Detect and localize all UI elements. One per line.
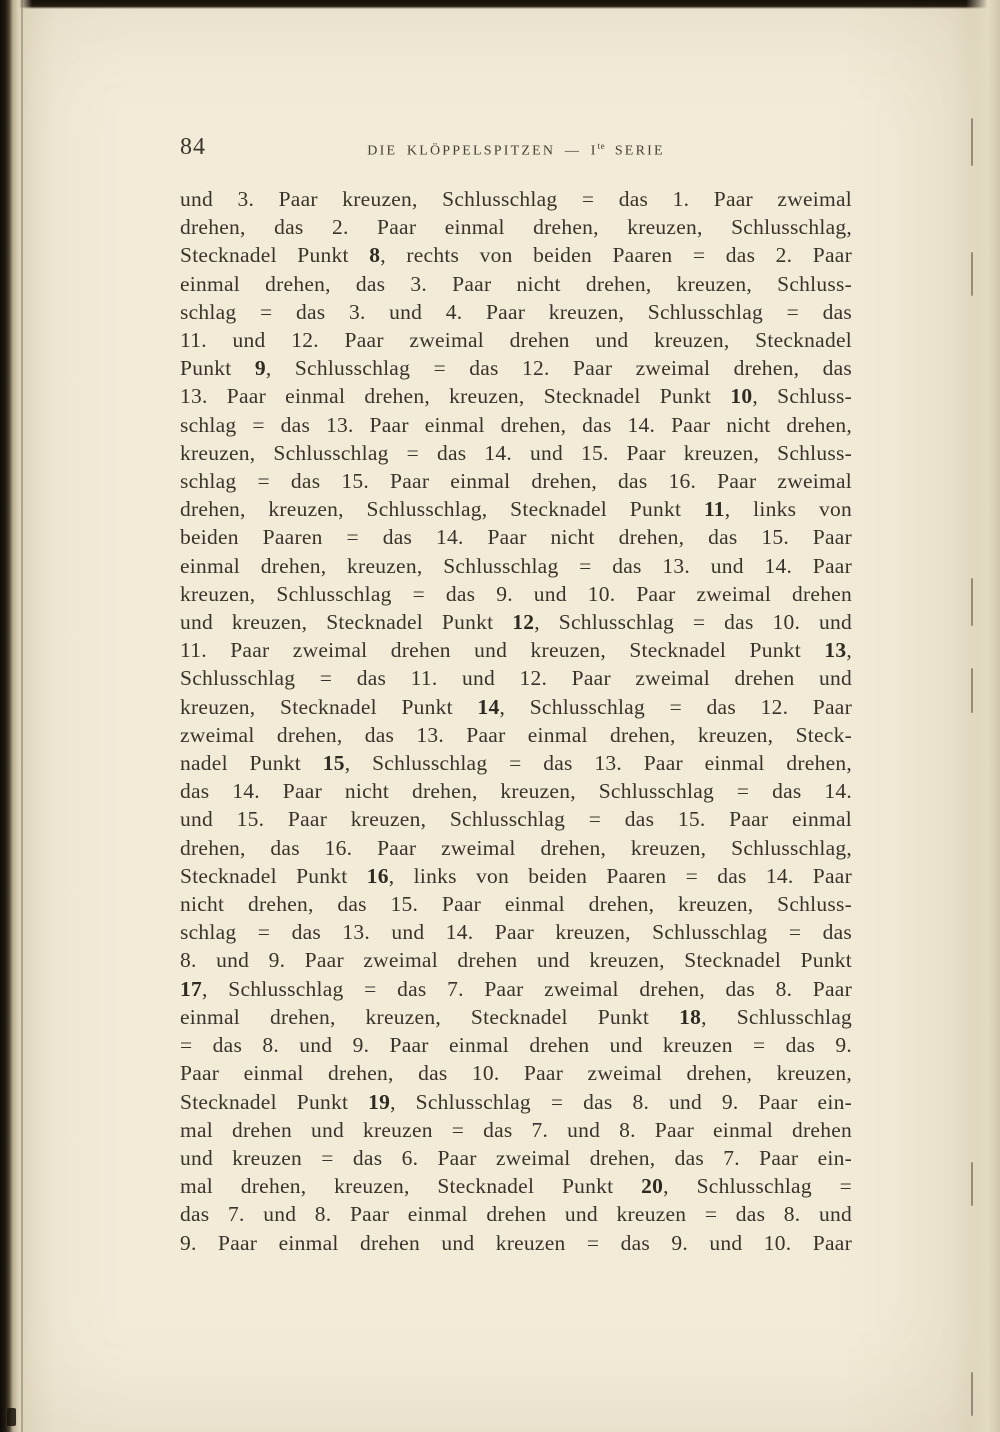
text-segment: einmal drehen, kreuzen, Stecknadel Punkt	[180, 1004, 680, 1029]
text-segment: das 7. und 8. Paar einmal drehen und kreuzen = das 8. und	[180, 1202, 852, 1227]
running-title	[180, 141, 852, 160]
text-line	[180, 552, 852, 580]
text-line	[180, 1003, 852, 1031]
text-line	[180, 862, 852, 890]
text-segment: , Schlusschlag = das 13. Paar einmal drehen,	[344, 751, 852, 776]
text-segment: Schlusschlag = das 11. und 12. Paar zweimal drehen und	[180, 666, 852, 691]
text-segment: und 15. Paar kreuzen, Schlusschlag = das 15. Paar einmal	[180, 807, 852, 832]
text-segment: , rechts von beiden Paaren = das 2. Paar	[380, 243, 852, 268]
page-edge-mark	[971, 1372, 973, 1416]
text-line	[180, 946, 852, 974]
text-segment: 11. Paar zweimal drehen und kreuzen, Stecknadel Punkt	[180, 638, 825, 663]
text-line	[180, 580, 852, 608]
page-edge-mark	[971, 1162, 973, 1206]
page-body	[180, 185, 852, 1257]
pin-point-number: 14	[477, 694, 500, 719]
text-segment: , Schlusschlag =	[663, 1174, 852, 1199]
text-segment: nadel Punkt	[180, 751, 323, 776]
text-segment: einmal drehen, kreuzen, Schlusschlag = das 13. und 14. Paar	[180, 553, 852, 578]
text-segment: Stecknadel Punkt	[180, 1089, 369, 1114]
text-line	[180, 185, 852, 213]
pin-point-number: 17	[180, 976, 202, 1001]
page-number: 84	[180, 134, 206, 160]
text-line	[180, 354, 852, 382]
text-segment: mal drehen, kreuzen, Stecknadel Punkt	[180, 1174, 642, 1199]
pin-point-number: 9	[254, 356, 266, 381]
text-segment: schlag = das 15. Paar einmal drehen, das 16. Paar zweimal	[180, 469, 852, 494]
text-segment: Punkt	[180, 356, 255, 381]
text-segment: , links von beiden Paaren = das 14. Paar	[388, 863, 852, 888]
text-segment: , links von	[724, 497, 852, 522]
text-line	[180, 918, 852, 946]
corner-smudge	[7, 1408, 16, 1426]
text-line	[180, 693, 852, 721]
text-segment: drehen, kreuzen, Schlusschlag, Stecknadel Punkt	[180, 497, 704, 522]
page-right-edge	[966, 0, 1000, 1432]
page-edge-mark	[971, 252, 973, 296]
page-edge-mark	[971, 578, 973, 626]
running-title-main: DIE KLÖPPELSPITZEN — I	[367, 143, 598, 159]
text-line	[180, 382, 852, 410]
text-segment: , Schlusschlag = das 10. und	[534, 610, 852, 635]
book-binding-edge	[0, 0, 32, 1432]
text-line	[180, 975, 852, 1003]
text-line	[180, 298, 852, 326]
text-line	[180, 241, 852, 269]
text-segment: 11. und 12. Paar zweimal drehen und kreuzen, Stecknadel	[180, 328, 852, 353]
page-header	[180, 134, 852, 164]
pin-point-number: 18	[679, 1004, 702, 1029]
text-segment: drehen, das 16. Paar zweimal drehen, kreuzen, Schlusschlag,	[180, 835, 852, 860]
text-segment: 13. Paar einmal drehen, kreuzen, Stecknadel Punkt	[180, 384, 731, 409]
pin-point-number: 19	[368, 1089, 391, 1114]
book-top-edge	[0, 0, 1000, 9]
text-line	[180, 213, 852, 241]
text-line	[180, 411, 852, 439]
text-segment: und kreuzen = das 6. Paar zweimal drehen, das 7. Paar ein-	[180, 1145, 852, 1170]
text-segment: kreuzen, Stecknadel Punkt	[180, 694, 478, 719]
page-edge-mark	[971, 668, 973, 713]
text-segment: Stecknadel Punkt	[180, 863, 367, 888]
text-segment: einmal drehen, das 3. Paar nicht drehen, kreuzen, Schluss-	[180, 271, 852, 296]
pin-point-number: 13	[824, 638, 847, 663]
pin-point-number: 12	[512, 610, 535, 635]
text-line	[180, 1144, 852, 1172]
text-line	[180, 1200, 852, 1228]
text-line	[180, 721, 852, 749]
text-line	[180, 495, 852, 523]
pin-point-number: 16	[366, 863, 389, 888]
text-line	[180, 636, 852, 664]
text-line	[180, 326, 852, 354]
text-line	[180, 608, 852, 636]
text-line	[180, 1088, 852, 1116]
text-segment: beiden Paaren = das 14. Paar nicht drehen, das 15. Paar	[180, 525, 852, 550]
text-segment: Paar einmal drehen, das 10. Paar zweimal drehen, kreuzen,	[180, 1061, 852, 1086]
text-line	[180, 749, 852, 777]
pin-point-number: 11	[703, 497, 725, 522]
text-segment: schlag = das 3. und 4. Paar kreuzen, Schlusschlag = das	[180, 299, 852, 324]
text-segment: , Schlusschlag	[701, 1004, 852, 1029]
text-segment: mal drehen und kreuzen = das 7. und 8. Paar einmal drehen	[180, 1117, 852, 1142]
running-title-ordinal: te	[597, 141, 606, 151]
pin-point-number: 10	[730, 384, 753, 409]
text-line	[180, 664, 852, 692]
text-segment: , Schlusschlag = das 12. Paar zweimal drehen, das	[265, 356, 853, 381]
text-segment: nicht drehen, das 15. Paar einmal drehen, kreuzen, Schluss-	[180, 892, 852, 917]
text-line	[180, 523, 852, 551]
text-line	[180, 467, 852, 495]
text-segment: , Schlusschlag = das 7. Paar zweimal drehen, das 8. Paar	[202, 976, 852, 1001]
text-line	[180, 439, 852, 467]
text-segment: und kreuzen, Stecknadel Punkt	[180, 610, 513, 635]
text-segment: 9. Paar einmal drehen und kreuzen = das 9. und 10. Paar	[180, 1230, 852, 1255]
text-segment: kreuzen, Schlusschlag = das 14. und 15. Paar kreuzen, Schluss-	[180, 440, 852, 465]
text-line	[180, 1229, 852, 1257]
text-line	[180, 834, 852, 862]
text-segment: zweimal drehen, das 13. Paar einmal drehen, kreuzen, Steck-	[180, 722, 852, 747]
text-segment: schlag = das 13. und 14. Paar kreuzen, Schlusschlag = das	[180, 920, 852, 945]
page-edge-mark	[971, 118, 973, 166]
text-line	[180, 890, 852, 918]
text-line	[180, 1116, 852, 1144]
text-segment: 8. und 9. Paar zweimal drehen und kreuzen, Stecknadel Punkt	[180, 948, 852, 973]
text-segment: und 3. Paar kreuzen, Schlusschlag = das 1. Paar zweimal	[180, 187, 852, 211]
running-title-tail: SERIE	[605, 143, 665, 159]
text-segment: drehen, das 2. Paar einmal drehen, kreuzen, Schlusschlag,	[180, 215, 852, 240]
pin-point-number: 20	[641, 1174, 664, 1199]
binding-crease	[21, 0, 23, 1432]
text-segment: = das 8. und 9. Paar einmal drehen und kreuzen = das 9.	[180, 1033, 852, 1058]
text-segment: schlag = das 13. Paar einmal drehen, das 14. Paar nicht drehen,	[180, 412, 852, 437]
text-segment: ,	[846, 638, 852, 663]
text-line	[180, 270, 852, 298]
text-line	[180, 805, 852, 833]
text-segment: , Schlusschlag = das 12. Paar	[499, 694, 852, 719]
text-segment: , Schlusschlag = das 8. und 9. Paar ein-	[390, 1089, 852, 1114]
pin-point-number: 15	[322, 751, 345, 776]
text-segment: kreuzen, Schlusschlag = das 9. und 10. Paar zweimal drehen	[180, 581, 852, 606]
text-line	[180, 1031, 852, 1059]
text-segment: das 14. Paar nicht drehen, kreuzen, Schlusschlag = das 14.	[180, 779, 852, 804]
text-line	[180, 1172, 852, 1200]
text-segment: Stecknadel Punkt	[180, 243, 370, 268]
pin-point-number: 8	[369, 243, 381, 268]
text-line	[180, 777, 852, 805]
text-segment: , Schluss-	[752, 384, 852, 409]
text-line	[180, 1059, 852, 1087]
